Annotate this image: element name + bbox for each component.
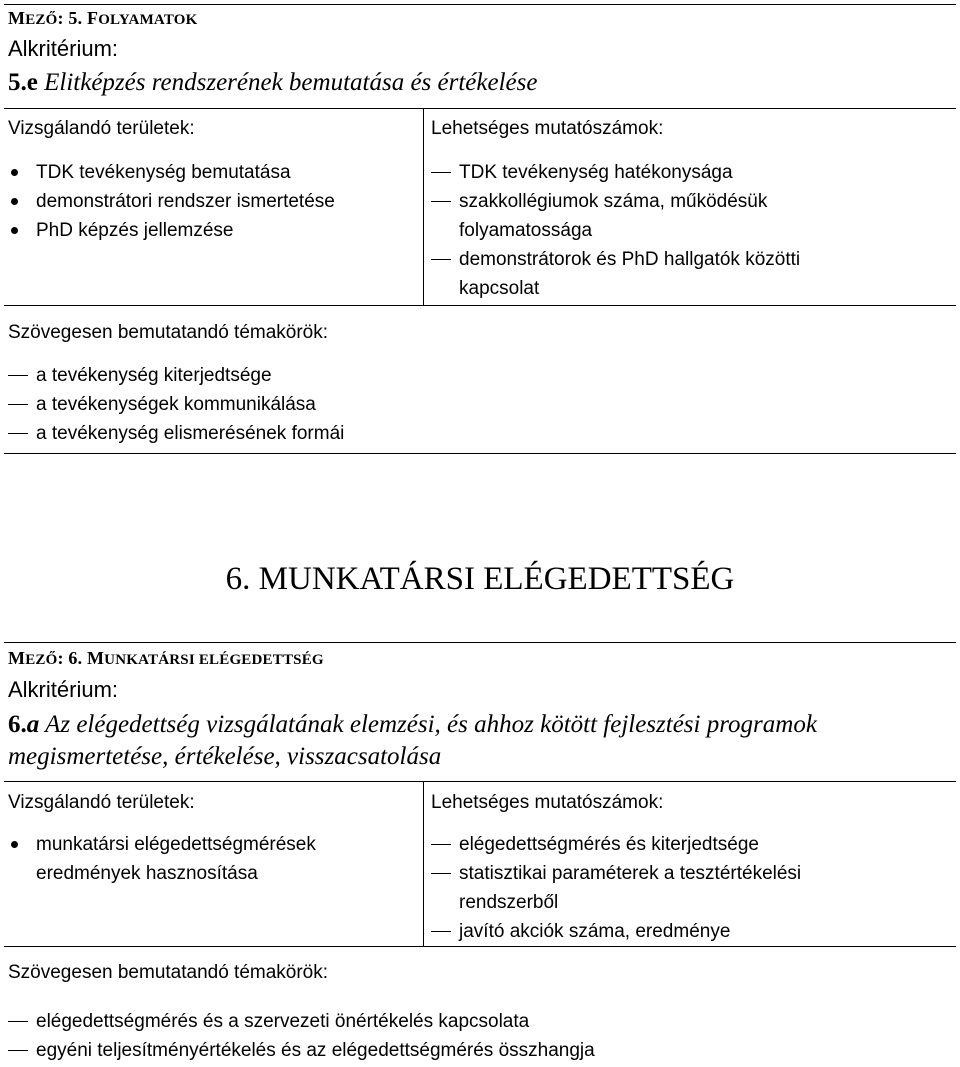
textual-topics-header: Szövegesen bemutatandó témakörök: (8, 962, 329, 983)
block1-bottom-rule (4, 453, 956, 454)
list-item: javító akciók száma, eredménye (431, 917, 911, 946)
subcriterion-title (8, 709, 953, 773)
examined-areas-header: Vizsgálandó területek: (8, 118, 195, 139)
block2-top-rule (4, 642, 956, 643)
examined-areas-list (8, 158, 413, 245)
list-item: demonstrátorok és PhD hallgatók közötti kapcsolat (431, 245, 871, 303)
textual-topics-list (8, 1007, 908, 1065)
field-label: MEZŐ: 5. FOLYAMATOK (8, 8, 198, 28)
subcriterion-line-2: megismertetése, értékelése, visszacsatolása (8, 743, 442, 770)
field-label: MEZŐ: 6. MUNKATÁRSI ELÉGEDETTSÉG (8, 648, 324, 668)
examined-areas-header: Vizsgálandó területek: (8, 792, 195, 813)
subcriterion-title: 5.e Elitképzés rendszerének bemutatása és értékelése (8, 69, 538, 96)
list-item: statisztikai paraméterek a tesztértékelési rendszerből (431, 859, 859, 917)
list-item: a tevékenységek kommunikálása (8, 390, 608, 419)
possible-indicators-list (431, 158, 871, 303)
list-item: elégedettségmérés és a szervezeti önértékelés kapcsolata (8, 1007, 908, 1036)
subcriterion-label: Alkritérium: (8, 677, 119, 702)
possible-indicators-header: Lehetséges mutatószámok: (431, 118, 664, 139)
examined-areas-list (8, 830, 408, 888)
list-item: szakkollégiumok száma, működésük folyamatossága (431, 187, 829, 245)
block2-header-rule (4, 781, 956, 782)
list-item: a tevékenység elismerésének formái (8, 419, 608, 448)
list-item: PhD képzés jellemzése (8, 216, 413, 245)
list-item: TDK tevékenység bemutatása (8, 158, 413, 187)
block2-topics-rule (4, 946, 956, 947)
list-item: elégedettségmérés és kiterjedtsége (431, 830, 911, 859)
block1-topics-rule (4, 305, 956, 306)
textual-topics-header: Szövegesen bemutatandó témakörök: (8, 322, 329, 343)
possible-indicators-list (431, 830, 911, 946)
section-title: 6. MUNKATÁRSI ELÉGEDETTSÉG (225, 561, 735, 597)
textual-topics-list (8, 361, 608, 448)
block1-top-rule (4, 4, 956, 5)
list-item: munkatársi elégedettségmérések eredmények hasznosítása (8, 830, 336, 888)
block2-column-divider (423, 781, 424, 946)
block1-column-divider (423, 108, 424, 305)
list-item: a tevékenység kiterjedtsége (8, 361, 608, 390)
block1-header-rule (4, 108, 956, 109)
subcriterion-line-1: 6.a Az elégedettség vizsgálatának elemzési, és ahhoz kötött fejlesztési programok (8, 711, 817, 738)
possible-indicators-header: Lehetséges mutatószámok: (431, 792, 664, 813)
list-item: egyéni teljesítményértékelés és az elégedettségmérés összhangja (8, 1036, 908, 1065)
list-item: TDK tevékenység hatékonysága (431, 158, 871, 187)
subcriterion-label: Alkritérium: (8, 36, 119, 61)
list-item: demonstrátori rendszer ismertetése (8, 187, 413, 216)
